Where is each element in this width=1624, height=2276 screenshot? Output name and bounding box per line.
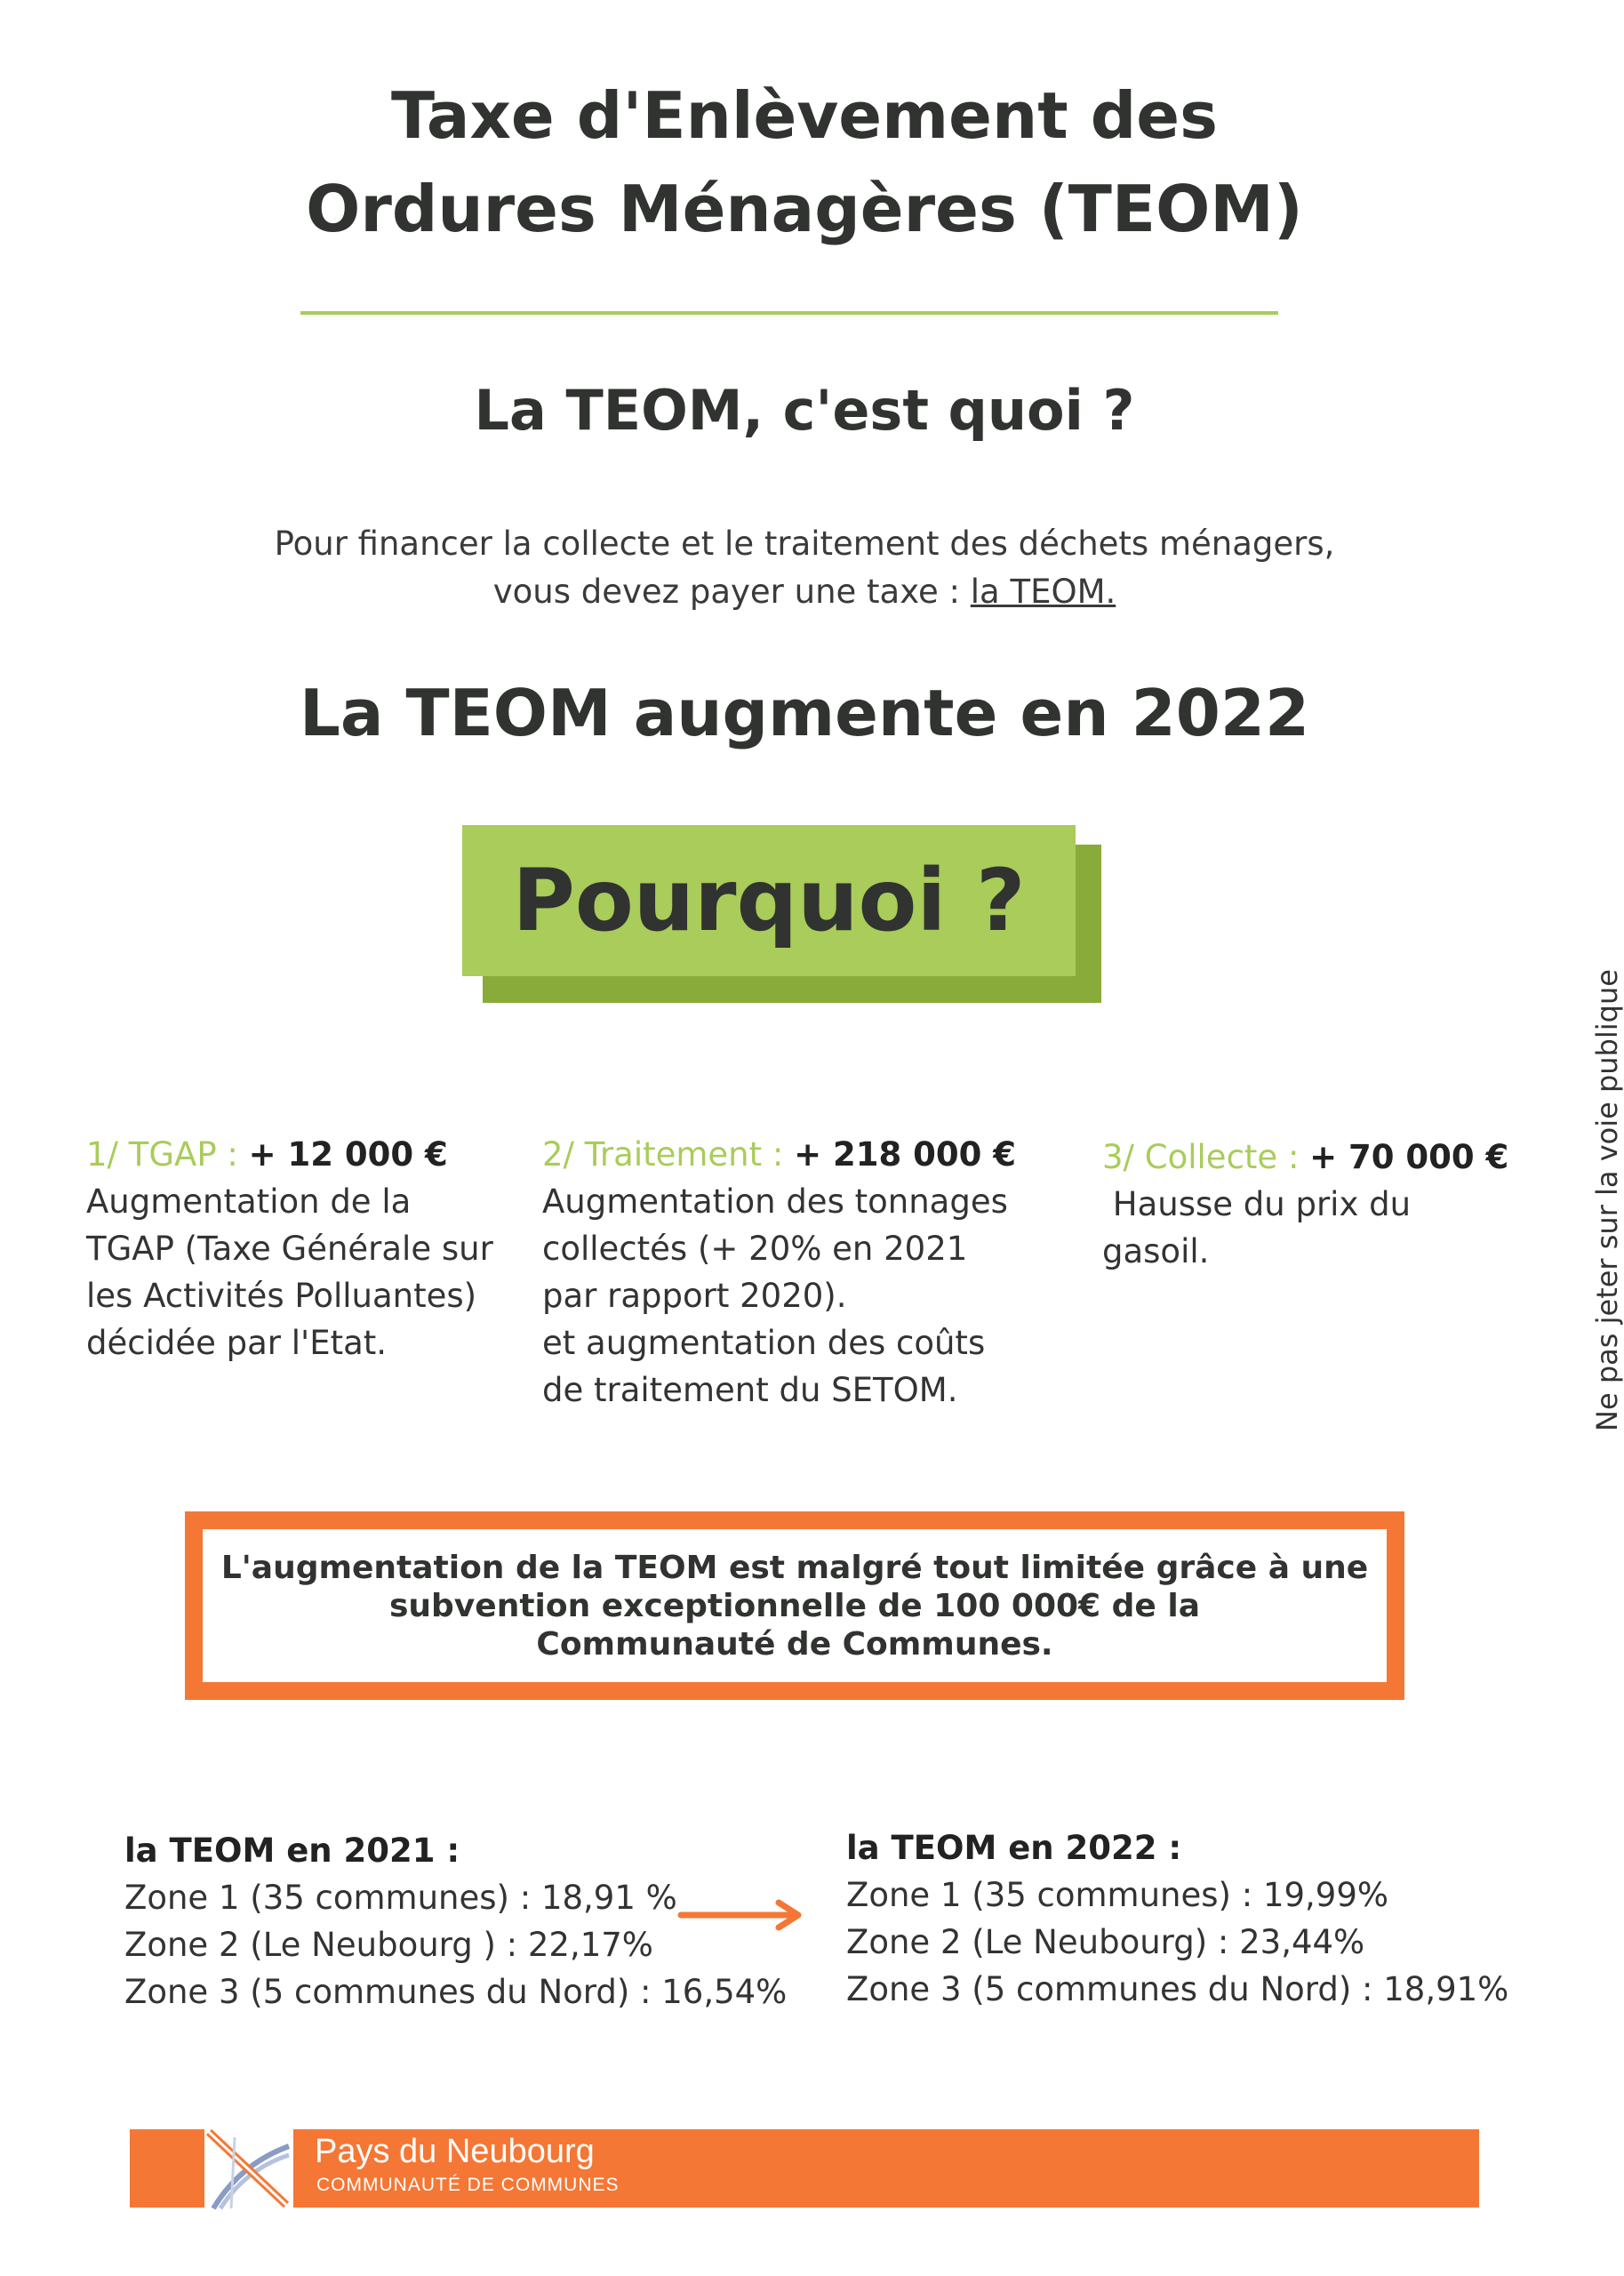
subsidy-notice-box [185, 1511, 1404, 1700]
reason-label: 3/ Collecte : [1102, 1138, 1310, 1176]
reason-header [542, 1131, 1076, 1178]
reason-label: 1/ TGAP : [86, 1135, 249, 1174]
reason-amount: + 70 000 € [1309, 1138, 1509, 1176]
subsidy-notice-text [221, 1549, 1368, 1663]
reason-amount: + 218 000 € [794, 1135, 1016, 1174]
pays-du-neubourg-logo [204, 2128, 293, 2208]
reason-line: Augmentation de la [86, 1182, 412, 1221]
side-note: Ne pas jeter sur la voie publique [1590, 969, 1624, 1431]
what-text [0, 520, 1609, 616]
reason-label: 2/ Traitement : [542, 1135, 795, 1174]
reason-line: TGAP (Taxe Générale sur [86, 1230, 493, 1268]
zone-rate: Zone 1 (35 communes) : 19,99% [846, 1876, 1389, 1914]
notice-line1: L'augmentation de la TEOM est malgré tout limitée grâce à une [220, 1549, 1369, 1586]
notice-line3: Communauté de Communes. [536, 1625, 1053, 1663]
reason-line: gasoil. [1102, 1232, 1210, 1270]
zone-rate: Zone 1 (35 communes) : 18,91 % [124, 1879, 677, 1917]
reason-line: Hausse du prix du [1102, 1185, 1412, 1223]
what-text-line2 [0, 568, 1609, 616]
what-heading: La TEOM, c'est quoi ? [474, 378, 1135, 443]
what-text-line1: Pour financer la collecte et le traitement des déchets ménagers, [274, 525, 1335, 563]
increase-heading: La TEOM augmente en 2022 [299, 676, 1310, 750]
teom-link[interactable]: la TEOM. [970, 573, 1116, 611]
reason-header [86, 1131, 531, 1178]
teom-2022-heading: la TEOM en 2022 : [846, 1829, 1182, 1867]
pourquoi-box [462, 825, 1076, 976]
reason-line: de traitement du SETOM. [542, 1371, 958, 1409]
footer-org-name: Pays du Neubourg [315, 2133, 595, 2170]
reason-line: et augmentation des coûts [542, 1324, 986, 1362]
reason-line: Augmentation des tonnages [542, 1182, 1008, 1221]
what-text-line2-prefix: vous devez payer une taxe : [492, 573, 971, 611]
zone-rate: Zone 2 (Le Neubourg ) : 22,17% [124, 1926, 653, 1964]
reason-line: les Activités Polluantes) [86, 1277, 477, 1315]
reason-line: décidée par l'Etat. [86, 1324, 388, 1362]
reason-collecte [1102, 1134, 1564, 1275]
main-title-line1: Taxe d'Enlèvement des [391, 78, 1218, 153]
teom-2022-rates [846, 1824, 1508, 2013]
reason-header [1102, 1134, 1564, 1181]
notice-line2: subvention exceptionnelle de 100 000€ de la [388, 1587, 1200, 1624]
zone-rate: Zone 3 (5 communes du Nord) : 16,54% [124, 1973, 788, 2011]
main-title [0, 69, 1609, 256]
reason-tgap [86, 1131, 531, 1366]
title-divider [300, 311, 1278, 315]
teom-2021-heading: la TEOM en 2021 : [124, 1831, 460, 1870]
zone-rate: Zone 2 (Le Neubourg) : 23,44% [846, 1923, 1365, 1961]
pourquoi-label: Pourquoi ? [512, 851, 1026, 950]
reason-line: par rapport 2020). [542, 1277, 847, 1315]
reason-line: collectés (+ 20% en 2021 [542, 1230, 968, 1268]
right-arrow-icon [677, 1897, 811, 1933]
footer-org-subtitle: COMMUNAUTÉ DE COMMUNES [316, 2175, 620, 2195]
zone-rate: Zone 3 (5 communes du Nord) : 18,91% [846, 1970, 1509, 2008]
reason-traitement [542, 1131, 1076, 1414]
reason-amount: + 12 000 € [248, 1135, 448, 1174]
main-title-line2: Ordures Ménagères (TEOM) [306, 172, 1303, 246]
